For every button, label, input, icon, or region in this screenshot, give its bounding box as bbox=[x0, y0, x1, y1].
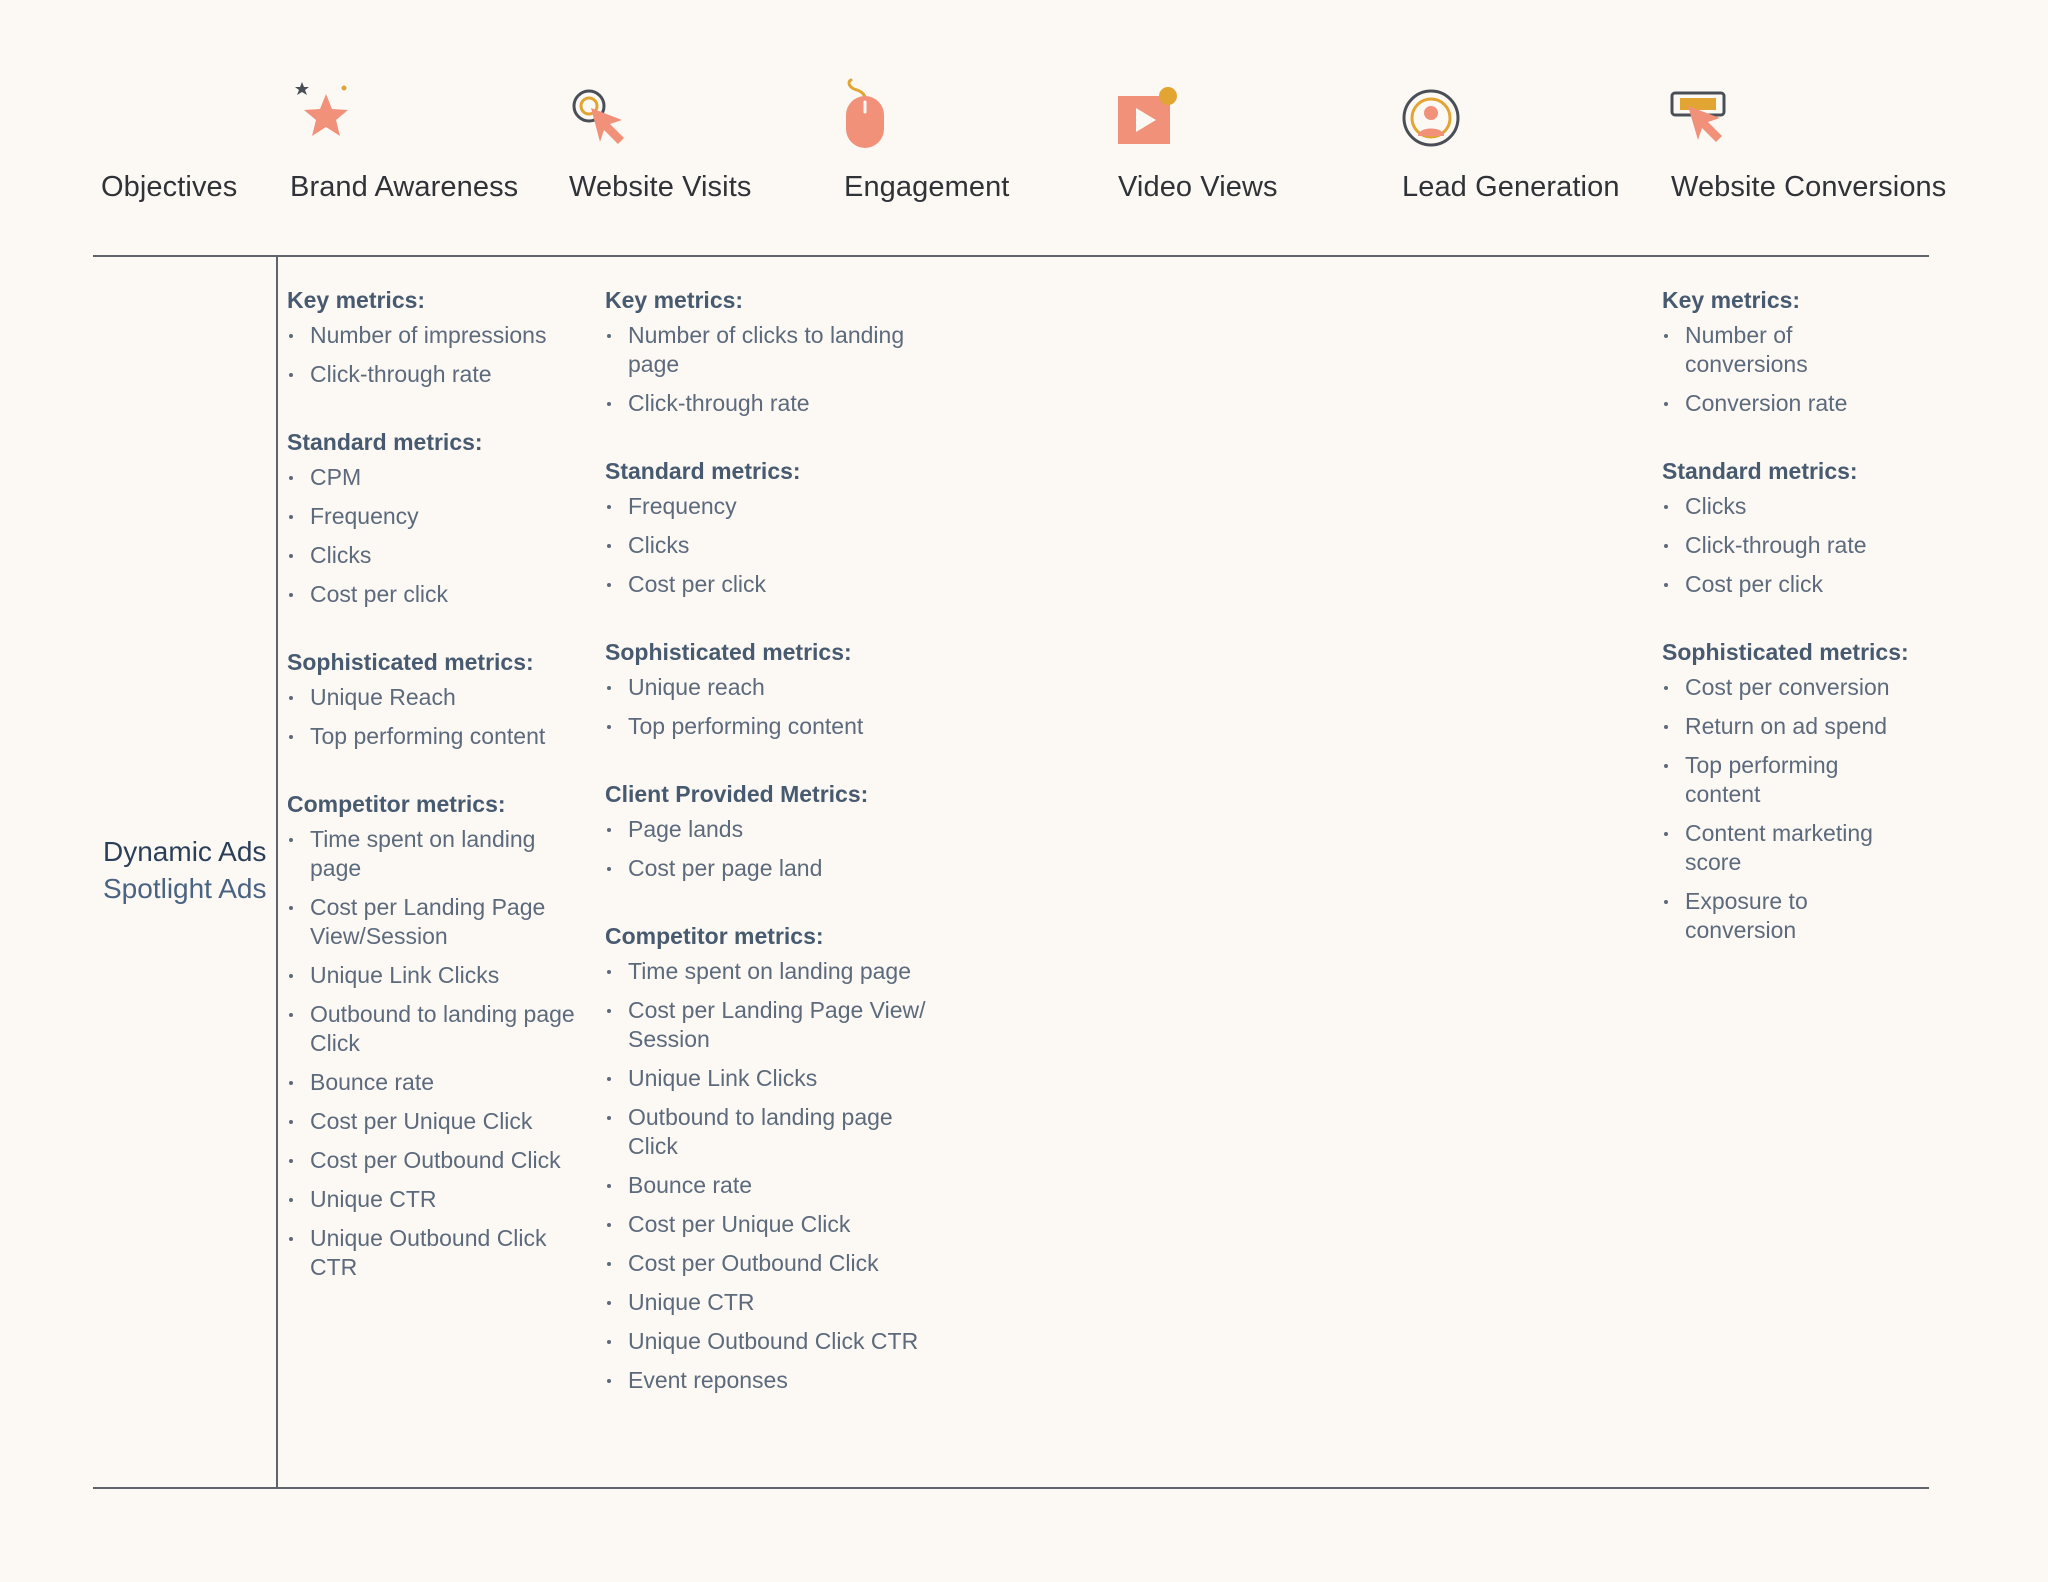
metrics-section-sophisticated bbox=[605, 637, 945, 741]
metric-item: Return on ad spend bbox=[1662, 712, 1922, 741]
metric-item: Click-through rate bbox=[287, 360, 587, 389]
column-header-brand-awareness: Brand Awareness bbox=[290, 171, 519, 203]
metric-item: Content marketing score bbox=[1662, 819, 1915, 877]
metrics-section-sophisticated bbox=[287, 647, 587, 751]
metric-item: Unique CTR bbox=[605, 1288, 945, 1317]
metric-item: Unique Link Clicks bbox=[287, 961, 587, 990]
metric-item: Cost per Unique Click bbox=[605, 1210, 945, 1239]
metric-item: Cost per conversion bbox=[1662, 673, 1922, 702]
metric-item: Bounce rate bbox=[605, 1171, 945, 1200]
metric-item: Cost per click bbox=[1662, 570, 1922, 599]
metric-item: Cost per Unique Click bbox=[287, 1107, 587, 1136]
metric-item: Top performing content bbox=[605, 712, 945, 741]
metric-item: Clicks bbox=[1662, 492, 1922, 521]
metric-item: Unique Reach bbox=[287, 683, 587, 712]
metric-item: Time spent on landing page bbox=[287, 825, 587, 883]
video-play-icon bbox=[1110, 76, 1186, 152]
metric-item: Cost per click bbox=[287, 580, 587, 609]
metrics-section-key bbox=[605, 285, 945, 418]
column-header-engagement: Engagement bbox=[844, 171, 1010, 203]
metric-item: Outbound to landing page Click bbox=[287, 1000, 587, 1058]
section-title: Key metrics: bbox=[287, 287, 426, 313]
metric-item: Cost per click bbox=[605, 570, 945, 599]
metrics-section-client-provided bbox=[605, 779, 945, 883]
conversion-cursor-icon bbox=[1666, 76, 1742, 152]
row-label-spotlight-ads: Spotlight Ads bbox=[103, 873, 267, 904]
website-visits-column bbox=[605, 285, 945, 1433]
metrics-section-standard bbox=[1662, 456, 1922, 599]
objectives-header: Objectives bbox=[101, 171, 238, 203]
metric-item: Event reponses bbox=[605, 1366, 945, 1395]
metric-item: Frequency bbox=[287, 502, 587, 531]
column-header-website-conversions: Website Conversions bbox=[1671, 171, 1947, 203]
metrics-section-standard bbox=[287, 427, 587, 609]
metric-item: Unique reach bbox=[605, 673, 945, 702]
metric-item: Clicks bbox=[605, 531, 945, 560]
metrics-section-competitor bbox=[605, 921, 945, 1395]
section-title: Key metrics: bbox=[605, 287, 744, 313]
metric-item: Cost per Outbound Click bbox=[605, 1249, 945, 1278]
metric-item: Unique Outbound Click CTR bbox=[605, 1327, 945, 1356]
bottom-divider bbox=[93, 1487, 1929, 1489]
section-title: Sophisticated metrics: bbox=[1662, 639, 1909, 665]
row-label bbox=[103, 833, 266, 907]
section-title: Competitor metrics: bbox=[605, 923, 824, 949]
metric-item: Top performing content bbox=[287, 722, 587, 751]
metric-item: Unique CTR bbox=[287, 1185, 587, 1214]
metrics-section-standard bbox=[605, 456, 945, 599]
section-title: Standard metrics: bbox=[605, 458, 801, 484]
column-header-website-visits: Website Visits bbox=[569, 171, 752, 203]
metrics-section-competitor bbox=[287, 789, 587, 1282]
metric-item: Conversion rate bbox=[1662, 389, 1922, 418]
row-label-dynamic-ads: Dynamic Ads bbox=[103, 836, 267, 867]
metrics-section-key bbox=[287, 285, 587, 389]
metric-item: Number of impressions bbox=[287, 321, 587, 350]
cursor-click-icon bbox=[564, 76, 640, 152]
metric-item: Clicks bbox=[287, 541, 587, 570]
metric-item: Cost per Landing Page View/ Session bbox=[605, 996, 948, 1054]
section-title: Standard metrics: bbox=[287, 429, 483, 455]
website-conversions-column bbox=[1662, 285, 1922, 983]
section-title: Competitor metrics: bbox=[287, 791, 506, 817]
metric-item: Click-through rate bbox=[605, 389, 945, 418]
section-title: Standard metrics: bbox=[1662, 458, 1858, 484]
section-title: Sophisticated metrics: bbox=[605, 639, 852, 665]
metric-item: Cost per Landing Page View/Session bbox=[287, 893, 587, 951]
metric-item: Number of conversions bbox=[1662, 321, 1855, 379]
header-divider bbox=[93, 255, 1929, 257]
lead-target-person-icon bbox=[1393, 76, 1469, 152]
metric-item: Click-through rate bbox=[1662, 531, 1922, 560]
column-header-video-views: Video Views bbox=[1118, 171, 1278, 203]
mouse-icon bbox=[827, 76, 903, 152]
metric-item: Unique Link Clicks bbox=[605, 1064, 945, 1093]
metrics-section-sophisticated bbox=[1662, 637, 1922, 945]
metric-item: Outbound to landing page Click bbox=[605, 1103, 928, 1161]
metric-item: Time spent on landing page bbox=[605, 957, 945, 986]
star-sparkle-icon bbox=[286, 76, 362, 152]
section-title: Sophisticated metrics: bbox=[287, 649, 534, 675]
metric-item: Page lands bbox=[605, 815, 945, 844]
row-label-divider bbox=[276, 257, 278, 1487]
metric-item: CPM bbox=[287, 463, 587, 492]
column-header-lead-generation: Lead Generation bbox=[1402, 171, 1620, 203]
metric-item: Unique Outbound Click CTR bbox=[287, 1224, 587, 1282]
metric-item: Top performing content bbox=[1662, 751, 1860, 809]
metric-item: Bounce rate bbox=[287, 1068, 587, 1097]
section-title: Client Provided Metrics: bbox=[605, 781, 869, 807]
metrics-section-key bbox=[1662, 285, 1922, 418]
metric-item: Frequency bbox=[605, 492, 945, 521]
section-title: Key metrics: bbox=[1662, 287, 1801, 313]
brand-awareness-column bbox=[287, 285, 587, 1320]
metric-item: Cost per Outbound Click bbox=[287, 1146, 587, 1175]
metric-item: Cost per page land bbox=[605, 854, 945, 883]
metric-item: Number of clicks to landing page bbox=[605, 321, 918, 379]
metric-item: Exposure to conversion bbox=[1662, 887, 1855, 945]
